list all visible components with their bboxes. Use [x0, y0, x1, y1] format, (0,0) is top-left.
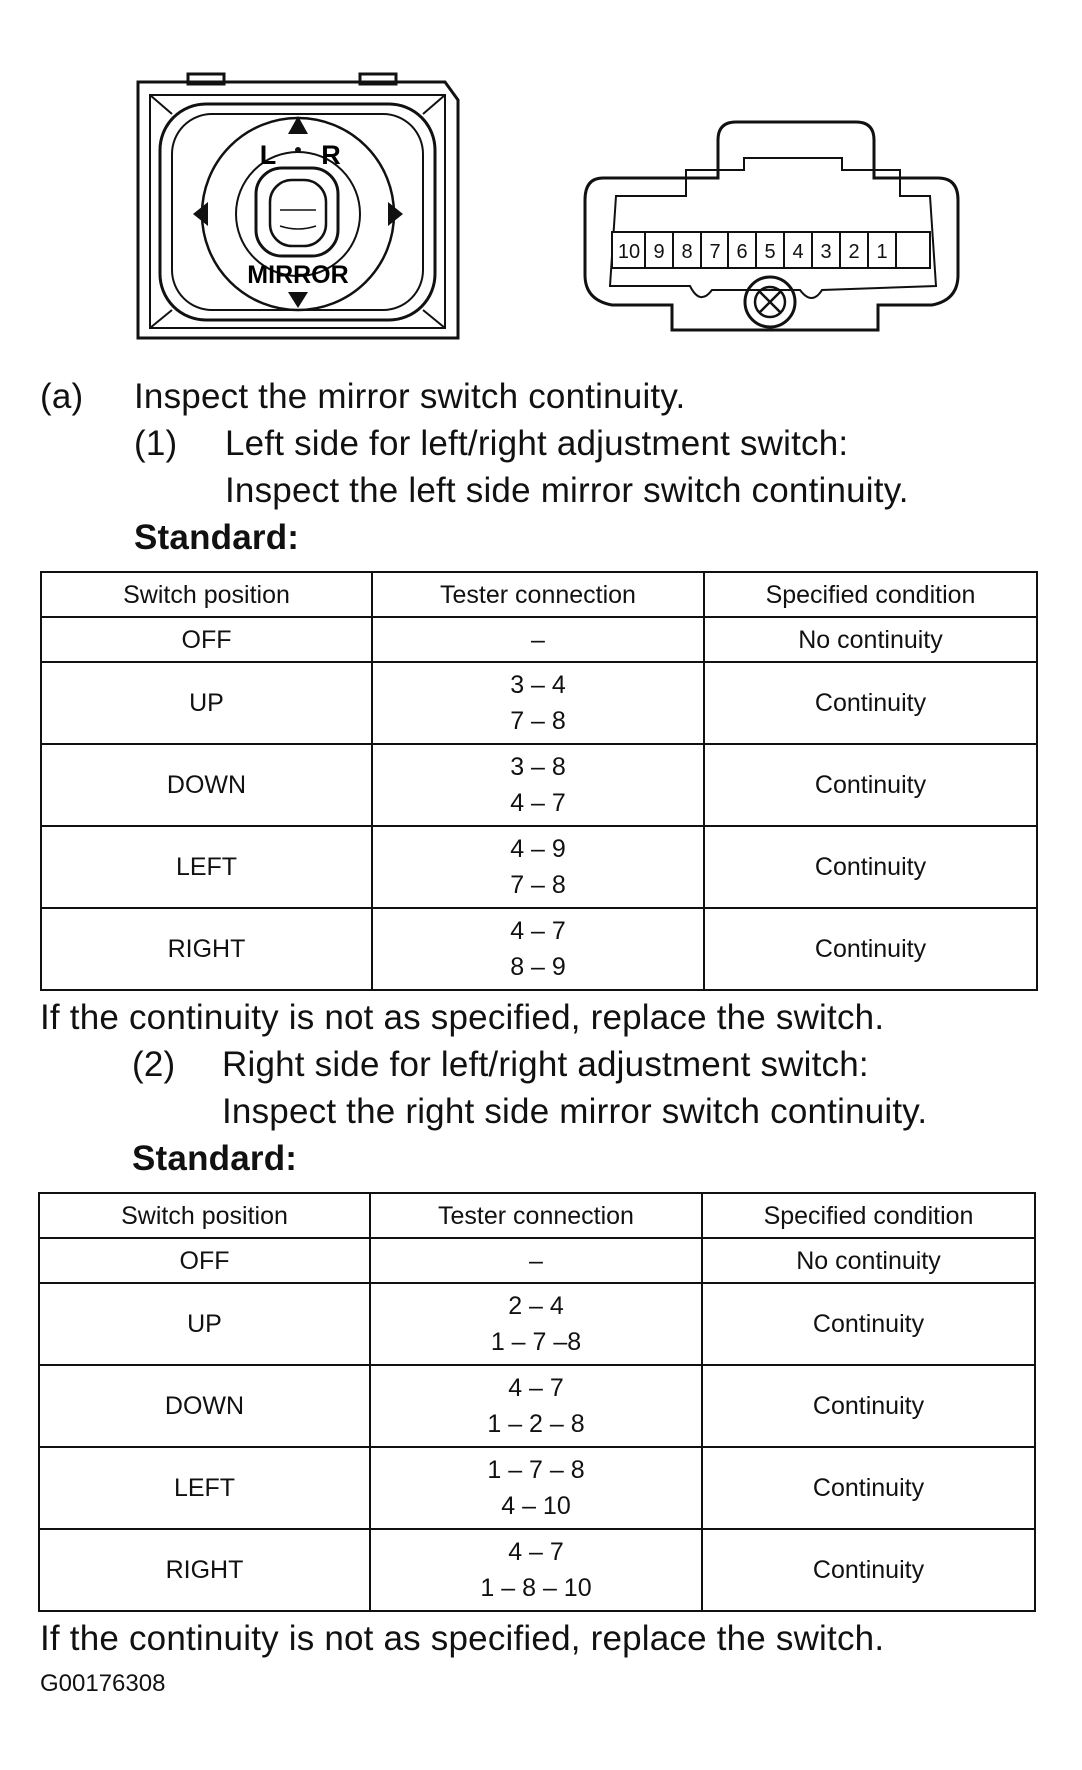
- tester-connection-cell: [372, 662, 704, 744]
- pin-label: 3: [820, 241, 832, 263]
- column-header-specified-condition: Specified condition: [702, 1193, 1035, 1238]
- switch-label-mirror: MIRROR: [247, 261, 349, 289]
- specified-condition-cell: Continuity: [704, 744, 1037, 826]
- specified-condition-cell: No continuity: [702, 1238, 1035, 1283]
- table-header-row: [41, 572, 1037, 617]
- figure-id: G00176308: [40, 1670, 166, 1697]
- standard-label-1: Standard:: [134, 518, 300, 557]
- table-row-down: [39, 1365, 1035, 1447]
- pin-label: 6: [736, 241, 748, 263]
- right-switch-continuity-table: [38, 1192, 1036, 1612]
- step-1-marker: (1): [134, 424, 178, 463]
- tester-connection-cell: [370, 1365, 702, 1447]
- tester-connection-cell: –: [370, 1238, 702, 1283]
- switch-position-cell: OFF: [41, 617, 372, 662]
- connection-line: 4 – 7: [510, 789, 566, 817]
- switch-position-cell: DOWN: [39, 1365, 370, 1447]
- note-replace-switch-2: If the continuity is not as specified, replace the switch.: [40, 1619, 885, 1658]
- specified-condition-cell: Continuity: [704, 826, 1037, 908]
- connection-line: 4 – 7: [510, 917, 566, 945]
- step-2-title: Right side for left/right adjustment switch:: [222, 1045, 869, 1084]
- column-header-switch-position: Switch position: [41, 572, 372, 617]
- tester-connection-cell: [370, 1447, 702, 1529]
- step-2-marker: (2): [132, 1045, 176, 1084]
- step-2-text: Inspect the right side mirror switch continuity.: [222, 1092, 928, 1131]
- column-header-tester-connection: Tester connection: [372, 572, 704, 617]
- table-row-off: [39, 1238, 1035, 1283]
- switch-position-cell: DOWN: [41, 744, 372, 826]
- tester-connection-cell: [372, 744, 704, 826]
- specified-condition-cell: Continuity: [702, 1529, 1035, 1611]
- table-row-off: [41, 617, 1037, 662]
- connection-line: 1 – 7 – 8: [487, 1456, 585, 1484]
- connection-line: 3 – 8: [510, 753, 566, 781]
- connection-line: 7 – 8: [510, 707, 566, 735]
- switch-position-cell: RIGHT: [39, 1529, 370, 1611]
- connector-diagram: [585, 122, 958, 330]
- connection-line: 8 – 9: [510, 953, 566, 981]
- switch-label-right: R: [321, 140, 341, 170]
- specified-condition-cell: Continuity: [702, 1447, 1035, 1529]
- tester-connection-cell: –: [372, 617, 704, 662]
- connection-line: 4 – 7: [508, 1538, 564, 1566]
- table-header-row: [39, 1193, 1035, 1238]
- switch-label-left: L: [259, 140, 277, 170]
- pin-label: 2: [848, 241, 860, 263]
- specified-condition-cell: No continuity: [704, 617, 1037, 662]
- pin-label: 1: [876, 241, 888, 263]
- arrow-left-icon: [193, 202, 208, 226]
- left-switch-continuity-table: [40, 571, 1038, 991]
- connection-line: 1 – 8 – 10: [480, 1574, 592, 1602]
- table-row-down: [41, 744, 1037, 826]
- connection-line: 2 – 4: [508, 1292, 564, 1320]
- step-a-marker: (a): [40, 377, 84, 416]
- table-row-up: [41, 662, 1037, 744]
- connection-line: 3 – 4: [510, 671, 566, 699]
- step-a-text: Inspect the mirror switch continuity.: [134, 377, 686, 416]
- connection-line: 4 – 7: [508, 1374, 564, 1402]
- step-1-title: Left side for left/right adjustment switch:: [225, 424, 849, 463]
- table-row-left: [39, 1447, 1035, 1529]
- arrow-down-icon: [288, 292, 308, 308]
- table-row-right: [41, 908, 1037, 990]
- pin-label: 9: [653, 241, 665, 263]
- step-1-text: Inspect the left side mirror switch continuity.: [225, 471, 909, 510]
- pin-label: 8: [681, 241, 693, 263]
- tester-connection-cell: [370, 1529, 702, 1611]
- switch-position-cell: UP: [39, 1283, 370, 1365]
- column-header-tester-connection: Tester connection: [370, 1193, 702, 1238]
- table-row-right: [39, 1529, 1035, 1611]
- column-header-switch-position: Switch position: [39, 1193, 370, 1238]
- tester-connection-cell: [372, 826, 704, 908]
- pin-label: 7: [709, 241, 721, 263]
- tester-connection-cell: [372, 908, 704, 990]
- connection-line: 1 – 2 – 8: [487, 1410, 585, 1438]
- pin-label: 4: [792, 241, 804, 263]
- arrow-right-icon: [388, 202, 403, 226]
- switch-position-cell: RIGHT: [41, 908, 372, 990]
- pin-label: 5: [764, 241, 776, 263]
- table-row-up: [39, 1283, 1035, 1365]
- switch-position-cell: LEFT: [39, 1447, 370, 1529]
- note-replace-switch-1: If the continuity is not as specified, replace the switch.: [40, 998, 885, 1037]
- standard-label-2: Standard:: [132, 1139, 298, 1178]
- switch-position-cell: LEFT: [41, 826, 372, 908]
- mirror-switch-figure: [0, 0, 1082, 370]
- tester-connection-cell: [370, 1283, 702, 1365]
- table-row-left: [41, 826, 1037, 908]
- switch-position-cell: UP: [41, 662, 372, 744]
- specified-condition-cell: Continuity: [704, 662, 1037, 744]
- connection-line: 4 – 10: [501, 1492, 571, 1520]
- specified-condition-cell: Continuity: [702, 1283, 1035, 1365]
- switch-position-cell: OFF: [39, 1238, 370, 1283]
- specified-condition-cell: Continuity: [704, 908, 1037, 990]
- connection-line: 4 – 9: [510, 835, 566, 863]
- pin-label: 10: [617, 241, 641, 263]
- specified-condition-cell: Continuity: [702, 1365, 1035, 1447]
- connection-line: 1 – 7 –8: [490, 1328, 582, 1356]
- column-header-specified-condition: Specified condition: [704, 572, 1037, 617]
- connection-line: 7 – 8: [510, 871, 566, 899]
